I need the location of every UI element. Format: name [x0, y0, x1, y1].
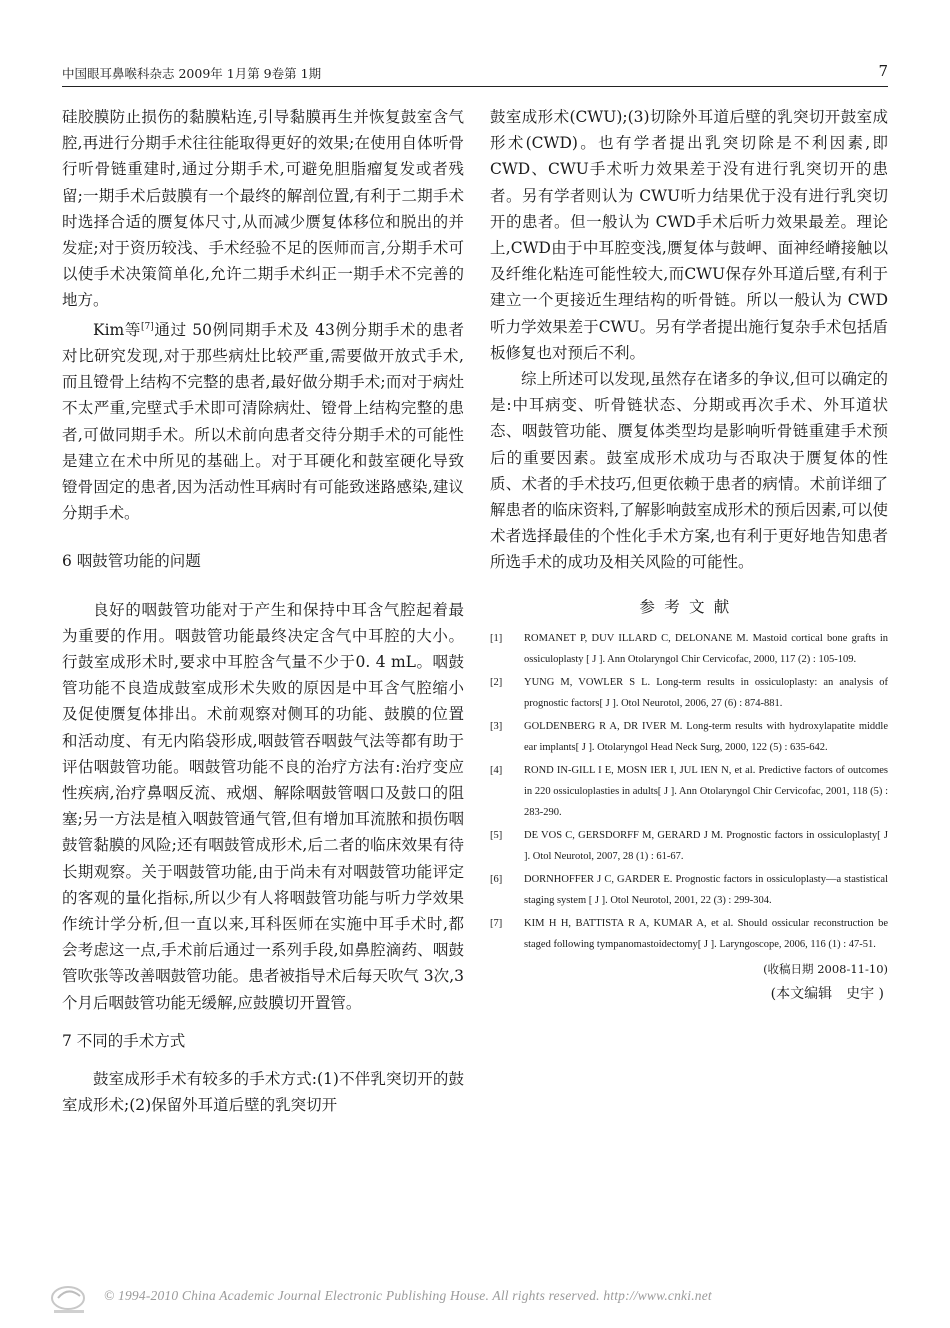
- journal-citation: 中国眼耳鼻喉科杂志 2009年 1月第 9卷第 1期: [62, 66, 322, 81]
- reference-item: [1] ROMANET P, DUV ILLARD C, DELONANE M. Mastoid cortical bone grafts in ossiculoplasty [ J ]. Ann Otolaryngol Chir Cervicofac, 2000, 117 (2) : 105-109.: [490, 632, 888, 665]
- reference-item: [7] KIM H H, BATTISTA R A, KUMAR A, et al. Should ossicular reconstruction be staged following tympanomastoidectomy[ J ]. Laryngoscope, 2006, 116 (1) : 47-51.: [490, 917, 888, 950]
- copyright-notice: © 1994-2010 China Academic Journal Electronic Publishing House. All rights reserved. http://www.cnki.net: [104, 1288, 712, 1303]
- left-column: [62, 104, 464, 1118]
- footer: [44, 1282, 904, 1322]
- paragraph-staged-surgery-benefits: 硅胶膜防止损伤的黏膜粘连,引导黏膜再生并恢复鼓室含气腔,再进行分期手术往往能取得更好的效果;在使用自体听骨行听骨链重建时,通过分期手术,可避免胆脂瘤复发或者残留;一期手术后鼓膜有一个最终的解剖位置,有利于二期手术时选择合适的赝复体尺寸,从而减少赝复体移位和脱出的并发症;对于资历较浅、手术经验不足的医师而言,分期手术可以使手术决策简单化,允许二期手术纠正一期手术不完善的地方。: [62, 108, 464, 310]
- citation-marker: [7]: [141, 321, 154, 332]
- reference-item: [5] DE VOS C, GERSDORFF M, GERARD J M. Prognostic factors in ossiculoplasty[ J ]. Otol Neurotol, 2007, 28 (1) : 61-67.: [490, 829, 888, 862]
- paragraph-kim-study: [62, 314, 464, 527]
- paragraph-kim-study-text: 通过 50例同期手术及 43例分期手术的患者对比研究发现,对于那些病灶比较严重,需要做开放式手术,而且镫骨上结构不完整的患者,最好做分期手术;而对于病灶不太严重,完壁式手术即可清除病灶、镫骨上结构完整的患者,可做同期手术。所以术前向患者交待分期手术的可能性是建立在术中所见的基础上。对于耳硬化和鼓室硬化导致镫骨固定的患者,因为活动性耳病时有可能致迷路感染,建议分期手术。: [62, 320, 464, 523]
- reference-item: [4] ROND IN-GILL I E, MOSN IER I, JUL IEN N, et al. Predictive factors of outcomes in 220 ossiculoplasties in adults[ J ]. Ann Otolaryngol Chir Cervicofac, 2001, 118 (5) : 283-290.: [490, 764, 888, 818]
- reference-item: [6] DORNHOFFER J C, GARDER E. Prognostic factors in ossiculoplasty—a stastistical staging system [ J ]. Otol Neurotol, 2001, 22 (3) : 299-304.: [490, 873, 888, 906]
- header-rule: [62, 86, 888, 87]
- right-column: [490, 104, 888, 1007]
- paragraph-conclusion: 综上所述可以发现,虽然存在诸多的争议,但可以确定的是:中耳病变、听骨链状态、分期或再次手术、外耳道状态、咽鼓管功能、赝复体类型均是影响听骨链重建手术预后的重要因素。鼓室成形术成功与否取决于赝复体的性质、术者的手术技巧,但更依赖于患者的病情。术前详细了解患者的临床资料,了解影响鼓室成形术的预后因素,可以使术者选择最佳的个性化手术方案,也有利于更好地告知患者所选手术的成功及相关风险的可能性。: [490, 370, 888, 572]
- section-heading-7: 7 不同的手术方式: [62, 1031, 186, 1050]
- section-heading-6: 6 咽鼓管功能的问题: [62, 552, 201, 571]
- reference-item: [2] YUNG M, VOWLER S L. Long-term results in ossiculoplasty: an analysis of prognostic factors[ J ]. Otol Neurotol, 2006, 27 (6) : 874-881.: [490, 676, 888, 709]
- publisher-logo-icon: [48, 1282, 94, 1316]
- paragraph-cwu-cwd: 鼓室成形术(CWU);(3)切除外耳道后壁的乳突切开鼓室成形术(CWD)。也有学者提出乳突切除是不利因素,即 CWD、CWU手术听力效果差于没有进行乳突切开的患者。另有学者则认为 CWU听力结果优于没有进行乳突切开的患者。但一般认为 CWD手术后听力效果最差。理论上,CWD由于中耳腔变浅,赝复体与鼓岬、面神经嵴接触以及纤维化粘连可能性较大,而CWU保存外耳道后壁,有利于建立一个更接近生理结构的听骨链。所以一般认为 CWD听力学效果差于CWU。另有学者提出施行复杂手术包括盾板修复也对预后不利。: [490, 108, 888, 362]
- editor-label: (本文编辑: [770, 985, 833, 1002]
- reference-list: [490, 628, 888, 955]
- running-header: [62, 64, 888, 86]
- paragraph-surgical-methods: 鼓室成形手术有较多的手术方式:(1)不伴乳突切开的鼓室成形术;(2)保留外耳道后壁的乳突切开: [62, 1070, 464, 1115]
- page-number: 7: [878, 62, 888, 80]
- author-name: Kim等: [93, 320, 142, 339]
- references-title: 参考文献: [639, 597, 739, 616]
- paragraph-eustachian-tube: 良好的咽鼓管功能对于产生和保持中耳含气腔起着最为重要的作用。咽鼓管功能最终决定含气中耳腔的大小。行鼓室成形术时,要求中耳腔含气量不少于0. 4 mL。咽鼓管功能不良造成鼓室成形术失败的原因是中耳含气腔缩小及促使赝复体排出。术前观察对侧耳的功能、鼓膜的位置和活动度、有无内陷袋形成,咽鼓管吞咽鼓气法等都有助于评估咽鼓管功能。咽鼓管功能不良的治疗方法有:治疗变应性疾病,治疗鼻咽反流、戒烟、解除咽鼓管咽口及鼓口的阻塞;另一方法是植入咽鼓管通气管,但有增加耳流脓和损伤咽鼓管黏膜的风险;还有咽鼓管成形术,后二者的临床效果有待长期观察。关于咽鼓管功能,由于尚未有对咽鼓管功能评定的客观的量化指标,所以少有人将咽鼓管功能与听力学效果作统计学分析,但一直以来,耳科医师在实施中耳手术时,都会考虑这一点,手术前后通过一系列手段,如鼻腔滴药、咽鼓管吹张等改善咽鼓管功能。患者被指导术后每天吹气 3次,3个月后咽鼓管功能无缓解,应鼓膜切开置管。: [62, 600, 464, 1012]
- editor-credit: [490, 981, 888, 1007]
- reference-item: [3] GOLDENBERG R A, DR IVER M. Long-term results with hydroxylapatite middle ear implants[ J ]. Otolaryngol Head Neck Surg, 2000, 122 (5) : 635-642.: [490, 720, 888, 753]
- received-date: (收稿日期 2008-11-10): [763, 961, 888, 976]
- editor-name: 史宇 ): [846, 985, 884, 1002]
